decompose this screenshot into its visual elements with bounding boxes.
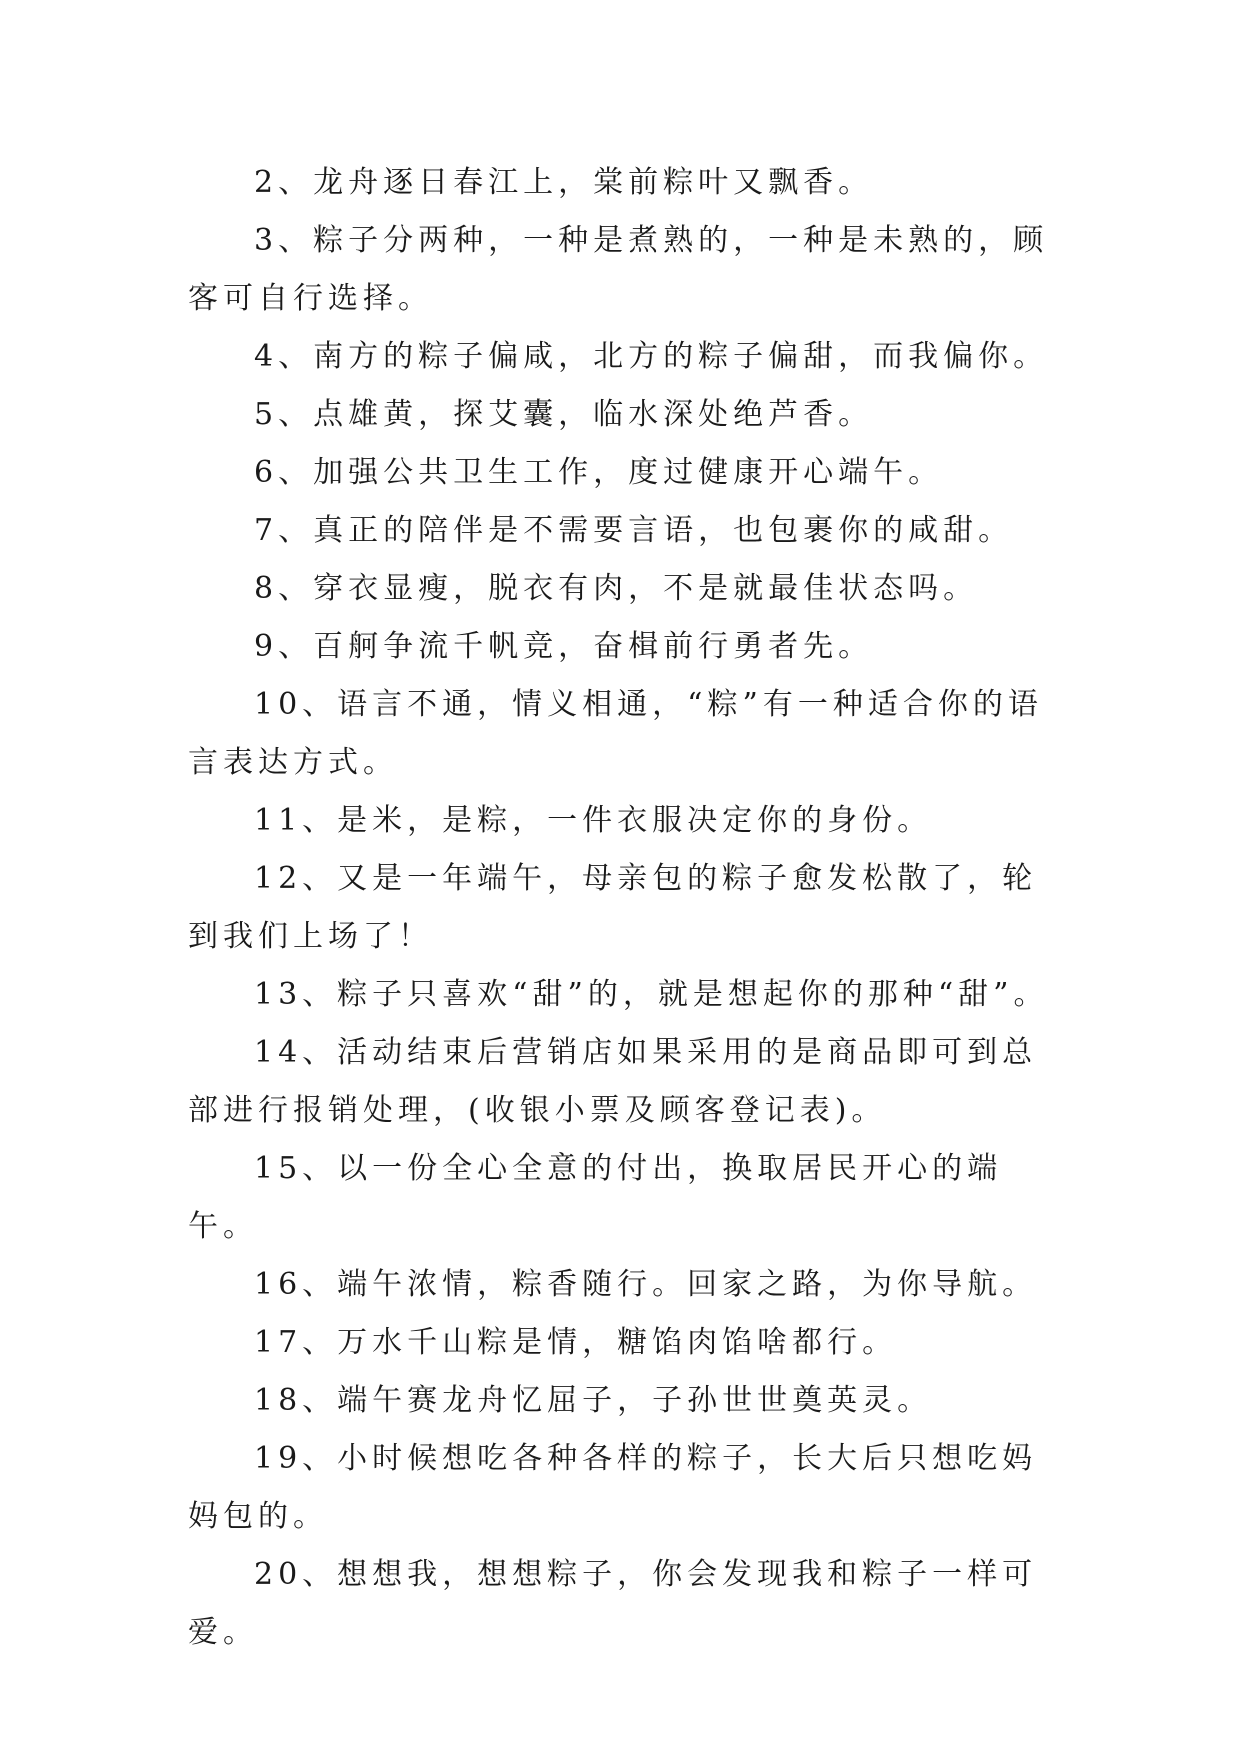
list-item: 18、端午赛龙舟忆屈子，子孙世世奠英灵。 bbox=[254, 1383, 933, 1418]
list-item: 4、南方的粽子偏咸，北方的粽子偏甜，而我偏你。 bbox=[254, 339, 1049, 374]
list-item: 16、端午浓情，粽香随行。回家之路，为你导航。 bbox=[254, 1267, 1038, 1302]
list-item: 6、加强公共卫生工作，度过健康开心端午。 bbox=[254, 455, 944, 490]
list-item: 19、小时候想吃各种各样的粽子，长大后只想吃妈妈包的。 bbox=[188, 1441, 1038, 1534]
list-item: 7、真正的陪伴是不需要言语，也包裹你的咸甜。 bbox=[254, 513, 1014, 548]
list-item: 2、龙舟逐日春江上，棠前粽叶又飘香。 bbox=[254, 165, 874, 200]
list-item: 5、点雄黄，探艾囊，临水深处绝芦香。 bbox=[254, 397, 874, 432]
list-item: 9、百舸争流千帆竞，奋楫前行勇者先。 bbox=[254, 629, 874, 664]
list-item: 11、是米，是粽，一件衣服决定你的身份。 bbox=[254, 803, 933, 838]
list-item: 12、又是一年端午，母亲包的粽子愈发松散了，轮到我们上场了！ bbox=[188, 861, 1038, 954]
list-item: 15、以一份全心全意的付出，换取居民开心的端午。 bbox=[188, 1151, 1003, 1244]
list-item: 8、穿衣显瘦，脱衣有肉，不是就最佳状态吗。 bbox=[254, 571, 979, 606]
list-item: 17、万水千山粽是情，糖馅肉馅啥都行。 bbox=[254, 1325, 898, 1360]
document-body bbox=[188, 154, 1068, 1662]
list-item: 20、想想我，想想粽子，你会发现我和粽子一样可爱。 bbox=[188, 1557, 1038, 1650]
list-item: 3、粽子分两种，一种是煮熟的，一种是未熟的，顾客可自行选择。 bbox=[188, 223, 1049, 316]
list-item: 14、活动结束后营销店如果采用的是商品即可到总部进行报销处理，(收银小票及顾客登记表)。 bbox=[188, 1035, 1038, 1128]
list-item: 10、语言不通，情义相通，“粽”有一种适合你的语言表达方式。 bbox=[188, 687, 1043, 780]
list-item: 13、粽子只喜欢“甜”的，就是想起你的那种“甜”。 bbox=[254, 977, 1049, 1012]
